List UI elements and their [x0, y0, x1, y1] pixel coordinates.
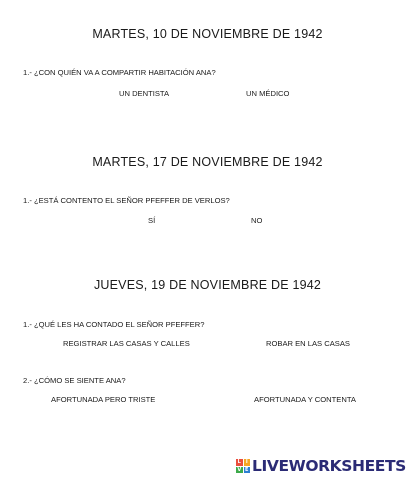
section-2-date-heading: MARTES, 17 DE NOVIEMBRE DE 1942: [92, 155, 323, 169]
section-3-question-1-option-2[interactable]: ROBAR EN LAS CASAS: [266, 339, 350, 348]
section-3-date-heading: JUEVES, 19 DE NOVIEMBRE DE 1942: [93, 278, 322, 292]
section-3-question-2-option-1[interactable]: AFORTUNADA PERO TRISTE: [51, 395, 156, 404]
section-2-question-1-option-1[interactable]: SÍ: [148, 216, 156, 225]
section-1-question-1-option-1[interactable]: UN DENTISTA: [119, 89, 170, 98]
section-3-question-1: 1.- ¿QUÉ LES HA CONTADO EL SEÑOR PFEFFER?: [23, 320, 205, 329]
liveworksheets-logo-text: LIVEWORKSHEETS: [252, 457, 406, 475]
section-3-question-2: 2.- ¿CÓMO SE SIENTE ANA?: [23, 376, 126, 385]
section-3-question-2-option-2[interactable]: AFORTUNADA Y CONTENTA: [254, 395, 356, 404]
section-2-question-1-option-2[interactable]: NO: [251, 216, 263, 225]
section-1-date-heading: MARTES, 10 DE NOVIEMBRE DE 1942: [92, 27, 323, 41]
section-3-question-1-option-1[interactable]: REGISTRAR LAS CASAS Y CALLES: [63, 339, 190, 348]
section-2-question-1: 1.- ¿ESTÁ CONTENTO EL SEÑOR PFEFFER DE VERLOS?: [23, 196, 230, 205]
liveworksheets-logo: [236, 458, 406, 474]
section-1-question-1-option-2[interactable]: UN MÉDICO: [246, 89, 290, 98]
liveworksheets-logo-icon: L I V E: [237, 459, 249, 473]
section-1-question-1: 1.- ¿CON QUIÉN VA A COMPARTIR HABITACIÓN ANA?: [23, 68, 216, 77]
